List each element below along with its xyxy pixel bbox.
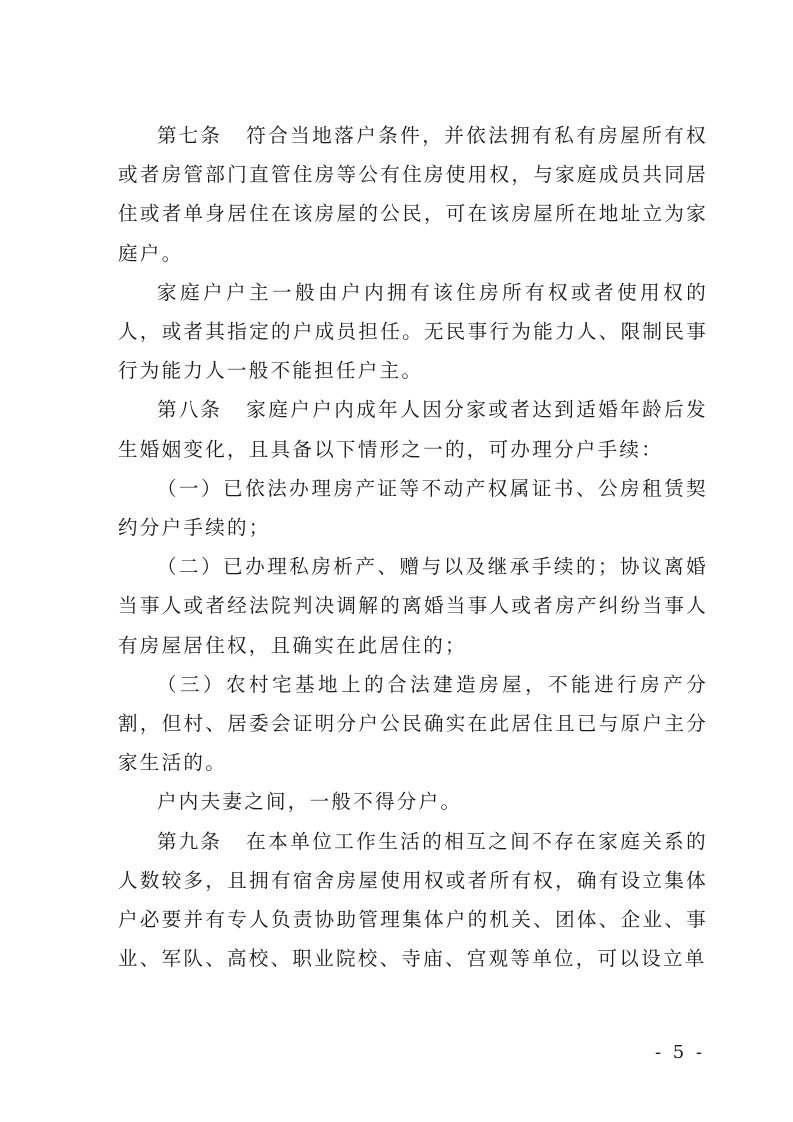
article-9-label: 第九条 [157, 829, 223, 853]
article-9-text: 在本单位工作生活的相互之间不存在家庭关系的人数较多，且拥有宿舍房屋使用权或者所有权，确有设立集体户必要并有专人负责协助管理集体户的机关、团体、企业、事业、军队、高校、职业院校、寺庙、宫观等单位，可以设立单 [118, 829, 708, 971]
document-body [118, 116, 708, 978]
article-9-paragraph [118, 822, 708, 979]
article-7-paragraph-2: 家庭户户主一般由户内拥有该住房所有权或者使用权的人，或者其指定的户成员担任。无民事行为能力人、限制民事行为能力人一般不能担任户主。 [118, 280, 708, 383]
article-7-text: 符合当地落户条件，并依法拥有私有房屋所有权或者房管部门直管住房等公有住房使用权，与家庭成员共同居住或者单身居住在该房屋的公民，可在该房屋所在地址立为家庭户。 [118, 124, 708, 265]
article-8-paragraph [118, 390, 708, 468]
article-8-text: 家庭户户内成年人因分家或者达到适婚年龄后发生婚姻变化，且具备以下情形之一的，可办理分户手续： [118, 398, 708, 461]
article-7-label: 第七条 [157, 124, 223, 147]
article-8-closing-paragraph: 户内夫妻之间，一般不得分户。 [157, 790, 463, 814]
article-8-item-2: （二）已办理私房析产、赠与以及继承手续的；协议离婚当事人或者经法院判决调解的离婚当事人或者房产纠纷当事人有房屋居住权，且确实在此居住的； [118, 555, 708, 657]
article-8-item-3: （三）农村宅基地上的合法建造房屋，不能进行房产分割，但村、居委会证明分户公民确实在此居住且已与原户主分家生活的。 [118, 672, 708, 775]
article-8-label: 第八条 [157, 398, 223, 422]
article-7-paragraph [118, 116, 708, 273]
page-number: - 5 - [654, 1042, 705, 1063]
article-8-item-1: （一）已依法办理房产证等不动产权属证书、公房租赁契约分户手续的； [118, 476, 708, 540]
